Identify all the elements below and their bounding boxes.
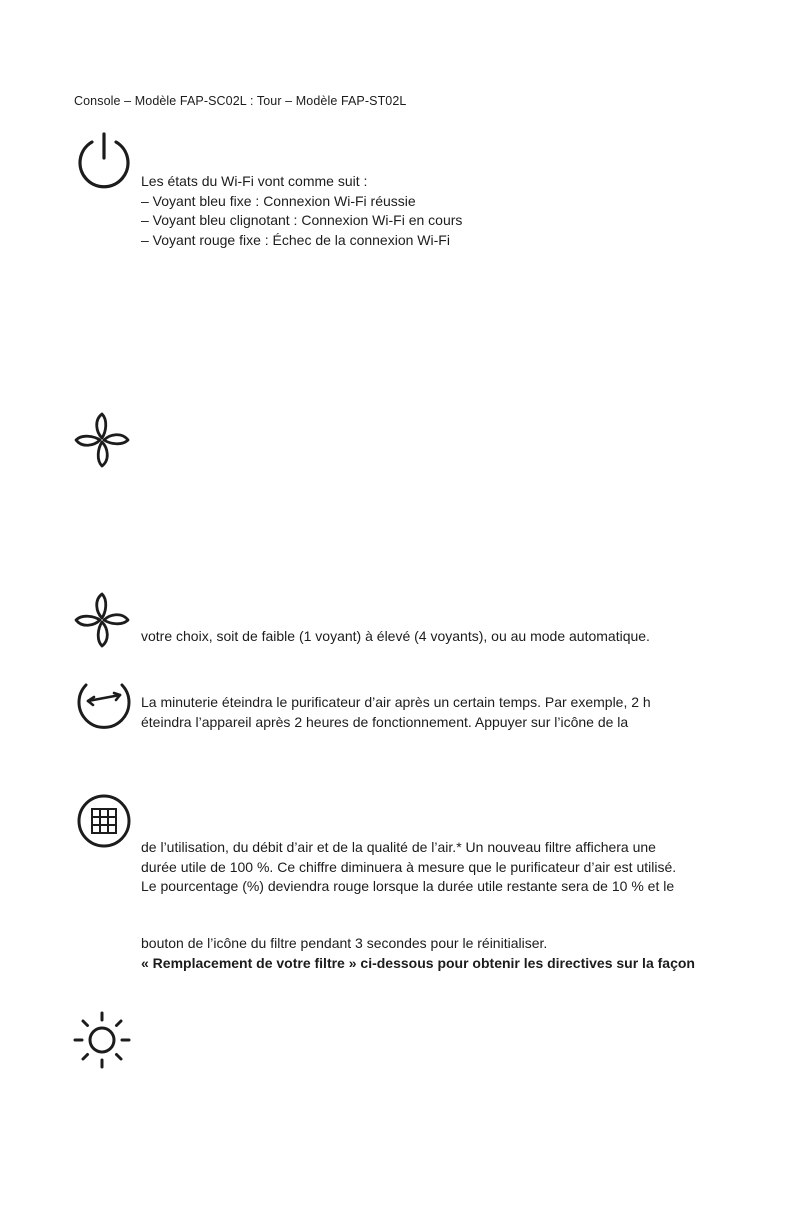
- timer-line: éteindra l’appareil après 2 heures de fonctionnement. Appuyer sur l’icône de la: [141, 713, 629, 730]
- fan-speed-icon: [72, 590, 132, 650]
- wifi-status-line: – Voyant bleu fixe : Connexion Wi-Fi réussie: [141, 192, 416, 209]
- filter-reset-line: bouton de l’icône du filtre pendant 3 secondes pour le réinitialiser.: [141, 935, 548, 951]
- filter-line: durée utile de 100 %. Ce chiffre diminuera à mesure que le purificateur d’air est utilisé.: [141, 858, 677, 875]
- filter-replacement-reference: « Remplacement de votre filtre » ci-dessous pour obtenir les directives sur la façon: [141, 954, 695, 971]
- power-icon: [74, 130, 134, 190]
- filter-reset-text: [141, 934, 695, 973]
- filter-line: Le pourcentage (%) deviendra rouge lorsque la durée utile restante sera de 10 % et le: [141, 878, 675, 894]
- wifi-status-text: [141, 172, 462, 250]
- timer-line: La minuterie éteindra le purificateur d’air après un certain temps. Par exemple, 2 h: [141, 694, 651, 710]
- fan-speed-text: votre choix, soit de faible (1 voyant) à élevé (4 voyants), ou au mode automatique.: [141, 628, 650, 644]
- page-header-models: Console – Modèle FAP-SC02L : Tour – Modèle FAP-ST02L: [74, 94, 407, 108]
- filter-life-text: [141, 838, 676, 897]
- timer-text: [141, 693, 651, 732]
- timer-icon: [74, 671, 134, 731]
- wifi-status-line: – Voyant rouge fixe : Échec de la connexion Wi-Fi: [141, 231, 450, 248]
- wifi-status-line: Les états du Wi-Fi vont comme suit :: [141, 173, 368, 189]
- wifi-status-line: – Voyant bleu clignotant : Connexion Wi-Fi en cours: [141, 212, 463, 228]
- fan-icon: [72, 410, 132, 470]
- light-icon: [72, 1010, 132, 1070]
- filter-line: de l’utilisation, du débit d’air et de la qualité de l’air.* Un nouveau filtre affichera une: [141, 839, 656, 855]
- filter-icon: [74, 791, 134, 851]
